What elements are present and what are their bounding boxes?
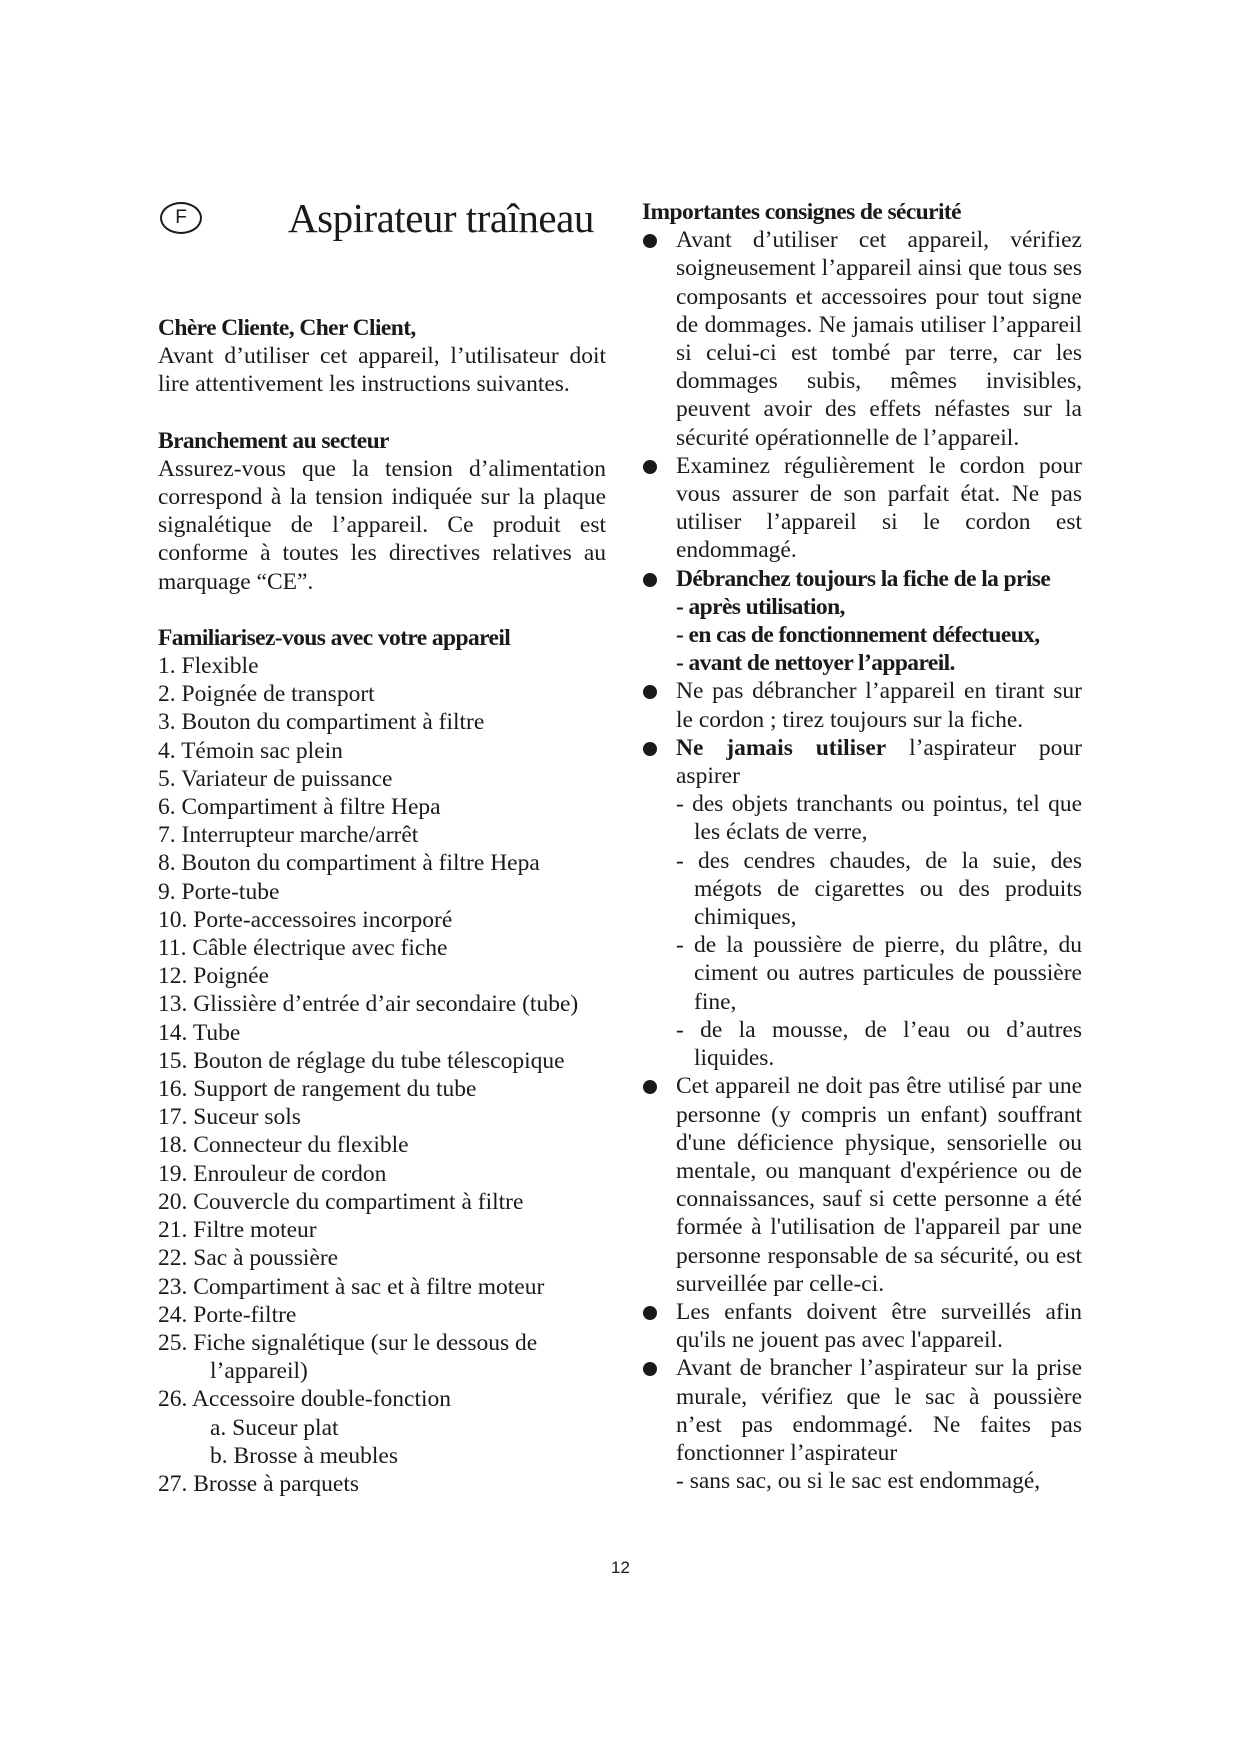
- list-item: 27. Brosse à parquets: [158, 1470, 360, 1497]
- bullet-dot-icon: [643, 1080, 657, 1094]
- never-use-rest: l’aspirateur pour aspirer: [676, 734, 1083, 790]
- never-use-item: - de la mousse, de l’eau ou d’autres liquides.: [676, 1016, 1082, 1072]
- bullet-dot-icon: [643, 234, 657, 248]
- never-use-lead: Ne jamais utiliser: [676, 734, 887, 761]
- list-item: 24. Porte-filtre: [158, 1301, 297, 1328]
- list-item: 22. Sac à poussière: [158, 1245, 339, 1272]
- list-item: 9. Porte-tube: [158, 878, 280, 905]
- bullet-dot-icon: [643, 742, 657, 756]
- mains-section: [158, 427, 606, 596]
- bag-item: - sans sac, ou si le sac est endommagé,: [676, 1468, 1041, 1495]
- greeting-section: [158, 314, 606, 399]
- safety-text: Ne pas débrancher l’appareil en tirant sur le cordon ; tirez toujours sur la fiche.: [676, 678, 1082, 733]
- list-item: 20. Couvercle du compartiment à filtre: [158, 1188, 524, 1215]
- list-item: 3. Bouton du compartiment à filtre: [158, 709, 485, 736]
- unplug-lead: Débranchez toujours la fiche de la prise: [676, 565, 1051, 592]
- list-item: 17. Suceur sols: [158, 1104, 301, 1131]
- greeting-text: Avant d’utiliser cet appareil, l’utilisateur doit lire attentivement les instructions suivantes.: [158, 343, 606, 398]
- list-item: 19. Enrouleur de cordon: [158, 1160, 387, 1187]
- parts-list: [158, 652, 606, 1498]
- safety-text: Examinez régulièrement le cordon pour vous assurer de son parfait état. Ne pas utiliser l’appareil si le cordon est endommagé.: [676, 452, 1082, 564]
- safety-text: Avant d’utiliser cet appareil, vérifiez soigneusement l’appareil ainsi que tous ses composants et accessoires pour tout signe de dommages. Ne jamais utiliser l’appareil si celui-ci est tombé par terre, car les dommages subis, mêmes invisibles, peuvent avoir des effets néfastes sur la sécurité opérationnelle de l’appareil.: [676, 227, 1082, 451]
- mains-heading: Branchement au secteur: [158, 427, 389, 454]
- list-item: 7. Interrupteur marche/arrêt: [158, 822, 419, 849]
- unplug-item: - avant de nettoyer l’appareil.: [676, 650, 955, 677]
- safety-bullet: [642, 452, 1082, 565]
- safety-bullet: [642, 226, 1082, 452]
- safety-text: Cet appareil ne doit pas être utilisé par une personne (y compris un enfant) souffrant d'une déficience physique, sensorielle ou mentale, ou manquant d'expérience ou de connaissances, sauf si cette personne a été formée à l'utilisation de l'appareil par une personne responsable de sa sécurité, ou est surveillée par celle-ci.: [676, 1073, 1082, 1297]
- list-item: 16. Support de rangement du tube: [158, 1076, 477, 1103]
- list-item: 4. Témoin sac plein: [158, 737, 343, 764]
- never-use-item: - de la poussière de pierre, du plâtre, du ciment ou autres particules de poussière fine,: [676, 932, 1082, 1015]
- bullet-dot-icon: [643, 1362, 657, 1376]
- list-item: 23. Compartiment à sac et à filtre moteur: [158, 1273, 545, 1300]
- list-item: 1. Flexible: [158, 653, 259, 680]
- safety-bullet: [642, 565, 1082, 678]
- list-item: 18. Connecteur du flexible: [158, 1132, 409, 1159]
- safety-text: Avant de brancher l’aspirateur sur la prise murale, vérifiez que le sac à poussière n’est pas endommagé. Ne faites pas fonctionner l’aspirateur: [676, 1355, 1082, 1466]
- bullet-dot-icon: [643, 685, 657, 699]
- parts-heading: Familiarisez-vous avec votre appareil: [158, 624, 511, 651]
- bullet-dot-icon: [643, 573, 657, 587]
- list-item: 11. Câble électrique avec fiche: [158, 935, 448, 962]
- unplug-item: - en cas de fonctionnement défectueux,: [676, 622, 1040, 649]
- list-sub-item: a. Suceur plat: [210, 1414, 339, 1441]
- safety-bullet: [642, 734, 1082, 790]
- language-badge: F: [160, 202, 202, 234]
- right-column: [642, 198, 1082, 1495]
- bullet-dot-icon: [643, 1306, 657, 1320]
- list-item: 25. Fiche signalétique (sur le dessous de l’appareil): [158, 1329, 538, 1385]
- safety-heading: Importantes consignes de sécurité: [642, 199, 961, 225]
- safety-text: Les enfants doivent être surveillés afin qu'ils ne jouent pas avec l'appareil.: [676, 1298, 1082, 1354]
- list-item: 14. Tube: [158, 1019, 241, 1046]
- page-title: Aspirateur traîneau: [288, 195, 594, 241]
- page-number: 12: [611, 1558, 630, 1577]
- never-use-item: - des cendres chaudes, de la suie, des mégots de cigarettes ou des produits chimiques,: [676, 847, 1082, 931]
- list-item: 8. Bouton du compartiment à filtre Hepa: [158, 850, 540, 877]
- list-item: 15. Bouton de réglage du tube télescopique: [158, 1047, 565, 1074]
- mains-text: Assurez-vous que la tension d’alimentation correspond à la tension indiquée sur la plaque signalétique de l’appareil. Ce produit est conforme à toutes les directives relatives au marquage “CE”.: [158, 455, 606, 595]
- left-column: [158, 314, 606, 1526]
- never-use-item: - des objets tranchants ou pointus, tel que les éclats de verre,: [676, 791, 1082, 846]
- safety-bullet: [642, 1298, 1082, 1354]
- list-item: 2. Poignée de transport: [158, 681, 375, 708]
- list-item: 21. Filtre moteur: [158, 1217, 317, 1244]
- parts-section: [158, 624, 606, 1498]
- list-item: 6. Compartiment à filtre Hepa: [158, 794, 441, 821]
- list-item: 5. Variateur de puissance: [158, 765, 393, 792]
- safety-bullet: [642, 1354, 1082, 1495]
- safety-bullet: [642, 1072, 1082, 1298]
- list-item: 12. Poignée: [158, 963, 269, 990]
- greeting-heading: Chère Cliente, Cher Client,: [158, 315, 416, 341]
- list-sub-item: b. Brosse à meubles: [210, 1442, 398, 1469]
- list-item: 13. Glissière d’entrée d’air secondaire (tube): [158, 991, 579, 1018]
- bullet-dot-icon: [643, 460, 657, 474]
- unplug-item: - après utilisation,: [676, 593, 845, 620]
- list-item: 26. Accessoire double-fonction: [158, 1386, 452, 1413]
- list-item: 10. Porte-accessoires incorporé: [158, 906, 453, 933]
- safety-bullet: [642, 677, 1082, 733]
